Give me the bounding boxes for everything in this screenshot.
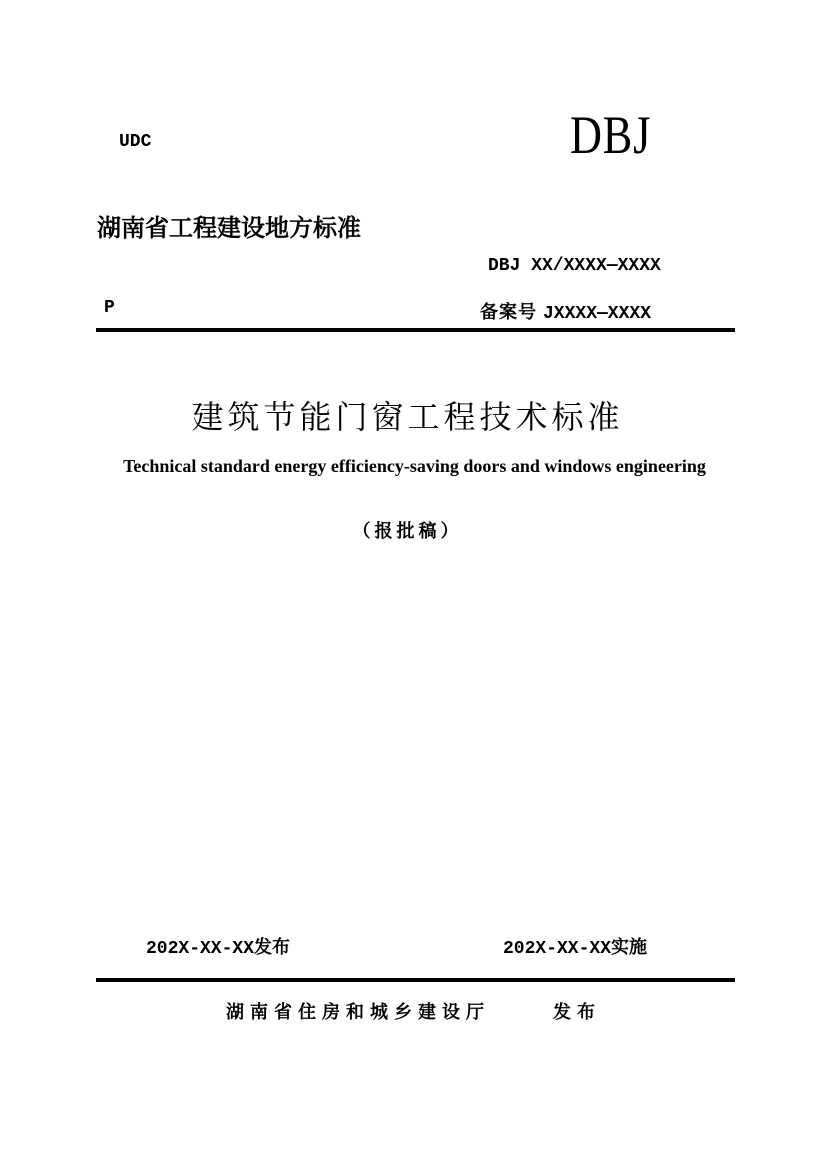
issuing-authority: 湖南省住房和城乡建设厅	[226, 1002, 490, 1023]
province-standard-heading: 湖南省工程建设地方标准	[97, 214, 361, 242]
standard-number: DBJ XX/XXXX—XXXX	[488, 256, 661, 276]
implementation-date-label: 实施	[611, 937, 648, 958]
record-number-label: 备案号	[480, 302, 537, 323]
record-number-value: JXXXX—XXXX	[543, 304, 652, 324]
top-divider	[96, 328, 735, 332]
dbj-logo: DBJ	[570, 105, 652, 165]
record-number	[480, 298, 651, 324]
issue-word: 发布	[553, 1002, 601, 1023]
implementation-date-value: 202X-XX-XX	[503, 939, 612, 959]
category-code: P	[104, 298, 115, 318]
publish-date	[146, 933, 290, 959]
publish-date-value: 202X-XX-XX	[146, 939, 255, 959]
bottom-divider	[96, 978, 735, 982]
publish-date-label: 发布	[254, 937, 291, 958]
udc-label: UDC	[119, 132, 152, 152]
document-title-chinese: 建筑节能门窗工程技术标准	[191, 398, 624, 436]
document-title-english: Technical standard energy efficiency-saving doors and windows engineering	[123, 456, 706, 476]
implementation-date	[503, 933, 647, 959]
draft-status-note: （报批稿）	[352, 521, 463, 542]
